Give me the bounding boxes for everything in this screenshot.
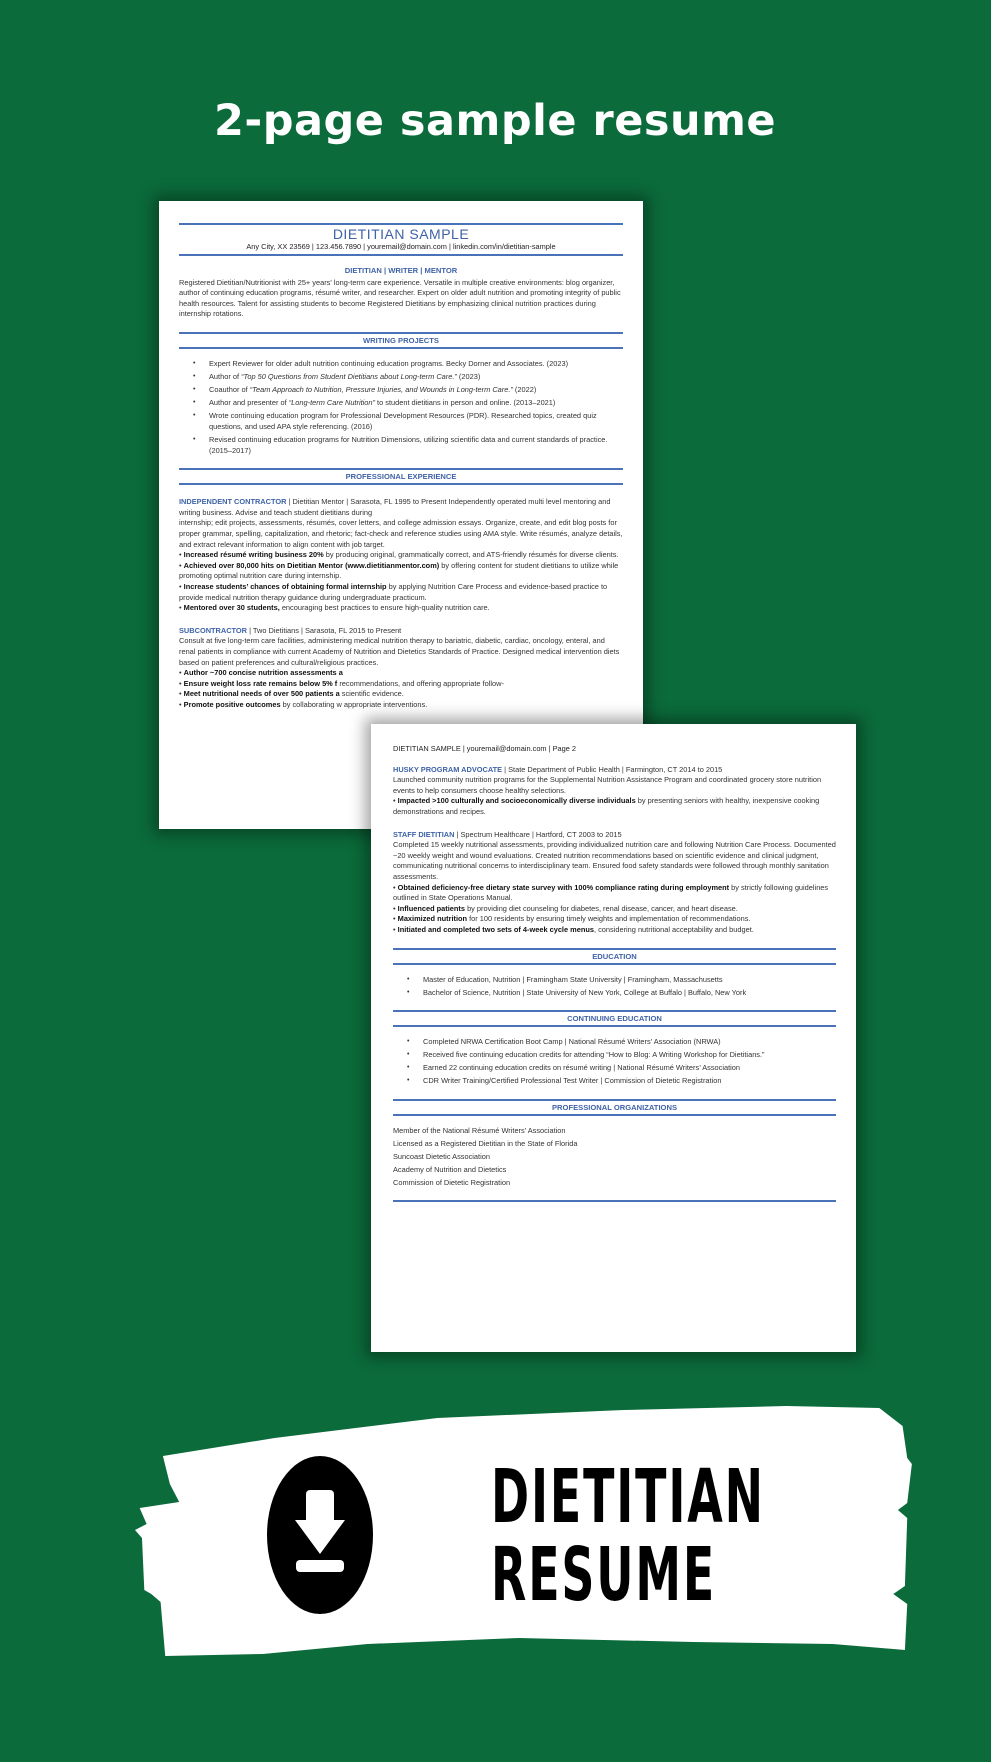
section-label: PROFESSIONAL EXPERIENCE: [345, 472, 457, 482]
job-title: INDEPENDENT CONTRACTOR: [179, 497, 287, 507]
list-item: • Received five continuing education credits for attending “How to Blog: A Writing Workshop for Dietitians.”: [407, 1050, 836, 1061]
item-title: “Top 50 Questions from Student Dietitians about Long-term Care.”: [241, 372, 457, 382]
list-item: [193, 435, 623, 456]
list-item: • CDR Writer Training/Certified Professional Test Writer | Commission of Dietetic Registration: [407, 1076, 836, 1087]
section-heading-writing-projects: [179, 332, 623, 349]
list-item: • Earned 22 continuing education credits on résumé writing | National Résumé Writers’ Association: [407, 1063, 836, 1074]
accomplishment-text: by providing diet counseling for diabetes, renal disease, cancer, and heart disease.: [465, 903, 738, 913]
item-text: Wrote continuing education program for Professional Development Resources (PDR). Researched topics, created quiz questions, and used APA style referencing. (2016): [209, 411, 597, 431]
job-meta: | Two Dietitians | Sarasota, FL 2015 to Present: [247, 625, 402, 635]
accomplishment-text: encouraging best practices to ensure high-quality nutrition care.: [279, 603, 490, 613]
list-item: Academy of Nutrition and Dietetics: [393, 1164, 507, 1174]
list-item: [193, 359, 623, 370]
continuing-education-list: [407, 1037, 836, 1087]
job-description: Launched community nutrition programs for the Supplemental Nutrition Assistance Program and coordinated grocery store nutrition events to help consumers choose healthy selections.: [393, 775, 822, 795]
item-text: Coauthor of: [209, 385, 250, 395]
banner-label: [491, 1454, 765, 1618]
accomplishment-text: for 100 residents by ensuring timely weights and implementation of recommendations.: [467, 914, 751, 924]
resume-page-2: [371, 724, 856, 1352]
accomplishment: • Mentored over 30 students, encouraging best practices to ensure high-quality nutrition care.: [179, 603, 490, 613]
item-text: (2022): [512, 385, 537, 395]
accomplishment-highlight: Achieved over 80,000 hits on Dietitian Mentor (www.dietitianmentor.com): [183, 560, 440, 570]
section-heading-organizations: [393, 1099, 836, 1116]
accomplishment: • Impacted >100 culturally and socioeconomically diverse individuals by presenting seniors with healthy, inexpensive cooking demonstrations and recipes.: [393, 796, 820, 816]
accomplishment-highlight: Mentored over 30 students,: [183, 603, 280, 613]
accomplishment-text: scientific evidence.: [339, 689, 404, 699]
job-title: STAFF DIETITIAN: [393, 829, 455, 839]
banner-line-2: RESUME: [491, 1532, 717, 1618]
job-description: internship; edit projects, assessments, résumés, cover letters, and college admission essays. Organize, create, and edit blog posts for proper grammar, spelling, capitalization, and rhetoric; fact-check and reference studies using AMA style. Write résumés, analyze details, and extract relevant information to align content with job target.: [179, 518, 623, 549]
job-entry: [179, 626, 623, 711]
divider: [179, 347, 623, 349]
accomplishment-highlight: Author ~700 concise nutrition assessments a: [183, 668, 343, 678]
accomplishment-text: by presenting seniors with healthy, inexpensive cooking demonstrations and recipes.: [393, 796, 820, 816]
page-2-header: DIETITIAN SAMPLE | youremail@domain.com | Page 2: [393, 744, 577, 753]
accomplishment: • Increased résumé writing business 20% by producing original, grammatically correct, and ATS-friendly résumés for diverse clients.: [179, 550, 619, 560]
accomplishment-highlight: Increase students’ chances of obtaining formal internship: [183, 581, 387, 591]
accomplishment-highlight: Ensure weight loss rate remains below 5% f: [183, 678, 338, 688]
section-label: CONTINUING EDUCATION: [567, 1014, 662, 1024]
accomplishment-text: by producing original, grammatically correct, and ATS-friendly résumés for diverse clients.: [323, 550, 619, 560]
page-title: 2-page sample resume: [213, 96, 777, 146]
job-entry: [393, 765, 836, 818]
accomplishment-highlight: Impacted >100 culturally and socioeconomically diverse individuals: [397, 796, 636, 806]
job-meta: | Spectrum Healthcare | Hartford, CT 2003 to 2015: [454, 829, 622, 839]
organizations-list: [393, 1126, 836, 1188]
section-label: WRITING PROJECTS: [363, 335, 439, 345]
divider: [393, 1114, 836, 1116]
resume-summary: Registered Dietitian/Nutritionist with 25+ years' long-term care experience. Versatile in multiple creative environments: blog organizer, author of continuing education programs, résumé writer, and researcher. Expert on older adult nutrition and promoting integrity of public health resources. Talent for assisting students to become Registered Dietitians by emphasizing clinical nutrition practices during internship rotations.: [179, 277, 621, 319]
accomplishment-text: recommendations, and offering appropriate follow-: [337, 678, 504, 688]
resume-tagline: DIETITIAN | WRITER | MENTOR: [344, 266, 458, 275]
list-item: Suncoast Dietetic Association: [393, 1151, 490, 1161]
list-item: [193, 385, 623, 396]
accomplishment-text: by offering content for student dietitians to utilize while promoting optimal nutrition care during internship.: [179, 560, 619, 581]
job-meta: | State Department of Public Health | Farmington, CT 2014 to 2015: [502, 764, 723, 774]
accomplishment-text: , considering nutritional acceptability and budget.: [593, 924, 754, 934]
resume-name: DIETITIAN SAMPLE: [332, 226, 470, 242]
accomplishment-highlight: Influenced patients: [397, 903, 466, 913]
job-description: Completed 15 weekly nutritional assessments, providing individualized nutrition care and following Nutrition Care Process. Documented ~20 weekly weight and wound evaluations. Created nutrition recommendations based on scientific evidence and clinical judgment, communicating nutritional concerns to interdisciplinary team. Ensured food safety standards were followed through monthly sanitation assessments.: [393, 840, 836, 881]
accomplishment-highlight: Obtained deficiency-free dietary state survey with 100% compliance rating during employment: [397, 882, 730, 892]
job-description: Consult at five long-term care facilities, administering medical nutrition therapy to bariatric, diabetic, cardiac, oncology, enteral, and renal patients in compliance with current Academy of Nutrition and Dietetics Standards of Practice. Designed medical intervention diets based on patient preferences and cultural/religious practices.: [179, 636, 620, 667]
accomplishment: • Author ~700 concise nutrition assessments a: [179, 668, 343, 678]
accomplishment: • Influenced patients by providing diet counseling for diabetes, renal disease, cancer, and heart disease.: [393, 903, 738, 913]
accomplishment: • Initiated and completed two sets of 4-week cycle menus, considering nutritional acceptability and budget.: [393, 924, 754, 934]
job-meta: | Dietitian Mentor | Sarasota, FL 1995 to Present Independently operated multi level mentoring and writing business. Advise and teach student dietitians during: [179, 497, 611, 517]
accomplishment: • Increase students’ chances of obtaining formal internship by applying Nutrition Care Process and evidence-based practice to provide medical nutrition therapy guidance during undergraduate practicum.: [179, 581, 608, 602]
list-item: [193, 398, 623, 409]
banner-line-1: DIETITIAN: [491, 1454, 765, 1540]
resume-contact: Any City, XX 23569 | 123.456.7890 | youremail@domain.com | linkedin.com/in/dietitian-sample: [246, 242, 556, 251]
job-entry: [179, 497, 623, 614]
job-title: SUBCONTRACTOR: [179, 625, 248, 635]
accomplishment-highlight: Meet nutritional needs of over 500 patients a: [183, 689, 340, 699]
list-item: [193, 372, 623, 383]
accomplishment-text: by applying Nutrition Care Process and evidence-based practice to provide medical nutrition therapy guidance during undergraduate practicum.: [179, 581, 608, 602]
accomplishment-text: by strictly following guidelines outlined in State Operations Manual.: [393, 882, 829, 903]
list-item: • Completed NRWA Certification Boot Camp | National Résumé Writers’ Association (NRWA): [407, 1037, 836, 1048]
list-item: [193, 411, 623, 432]
download-icon: [267, 1456, 373, 1614]
item-text: (2023): [456, 372, 481, 382]
divider: [393, 963, 836, 965]
accomplishment-highlight: Initiated and completed two sets of 4-week cycle menus: [397, 924, 594, 934]
section-heading-continuing-education: [393, 1010, 836, 1027]
divider: [179, 254, 623, 256]
list-item: Licensed as a Registered Dietitian in the State of Florida: [393, 1138, 578, 1148]
section-heading-education: [393, 948, 836, 965]
education-list: [407, 975, 836, 999]
divider: [393, 1200, 836, 1202]
item-text: Author of: [209, 372, 242, 382]
list-item: Member of the National Résumé Writers’ Association: [393, 1126, 566, 1136]
section-heading-experience: [179, 468, 623, 485]
section-label: EDUCATION: [592, 951, 637, 961]
accomplishment: • Achieved over 80,000 hits on Dietitian Mentor (www.dietitianmentor.com) by offering content for student dietitians to utilize while promoting optimal nutrition care during internship.: [179, 560, 619, 581]
job-title: HUSKY PROGRAM ADVOCATE: [393, 764, 503, 774]
accomplishment: • Maximized nutrition for 100 residents by ensuring timely weights and implementation of recommendations.: [393, 914, 751, 924]
divider: [179, 483, 623, 485]
accomplishment-highlight: Promote positive outcomes: [183, 699, 281, 709]
item-text: to student dietitians in person and online. (2013–2021): [374, 398, 556, 408]
section-label: PROFESSIONAL ORGANIZATIONS: [551, 1103, 678, 1113]
accomplishment: • Ensure weight loss rate remains below 5% f recommendations, and offering appropriate follow-: [179, 678, 504, 688]
accomplishment-highlight: Maximized nutrition: [397, 914, 468, 924]
accomplishment: • Meet nutritional needs of over 500 patients a scientific evidence.: [179, 689, 404, 699]
item-title: “Long-term Care Nutrition”: [288, 398, 375, 408]
accomplishment-text: by collaborating w appropriate interventions.: [280, 699, 428, 709]
item-text: Revised continuing education programs for Nutrition Dimensions, utilizing scientific data and current standards of practice. (2015–2017): [209, 435, 608, 455]
list-item: • Master of Education, Nutrition | Framingham State University | Framingham, Massachusetts: [407, 975, 836, 986]
download-resume-button[interactable]: [135, 1398, 912, 1666]
job-entry: [393, 830, 836, 936]
list-item: • Bachelor of Science, Nutrition | State University of New York, College at Buffalo | Buffalo, New York: [407, 988, 836, 999]
list-item: Commission of Dietetic Registration: [393, 1177, 511, 1187]
accomplishment: • Obtained deficiency-free dietary state survey with 100% compliance rating during employment by strictly following guidelines outlined in State Operations Manual.: [393, 882, 829, 903]
accomplishment-highlight: Increased résumé writing business 20%: [183, 550, 324, 560]
item-text: Expert Reviewer for older adult nutrition continuing education programs. Becky Dorner and Associates. (2023): [209, 358, 569, 368]
divider: [179, 223, 623, 225]
writing-projects-list: [193, 359, 623, 456]
item-text: Author and presenter of: [209, 398, 289, 408]
item-title: “Team Approach to Nutrition, Pressure Injuries, and Wounds in Long-term Care.”: [249, 385, 513, 395]
divider: [393, 1025, 836, 1027]
accomplishment: • Promote positive outcomes by collaborating w appropriate interventions.: [179, 699, 428, 709]
